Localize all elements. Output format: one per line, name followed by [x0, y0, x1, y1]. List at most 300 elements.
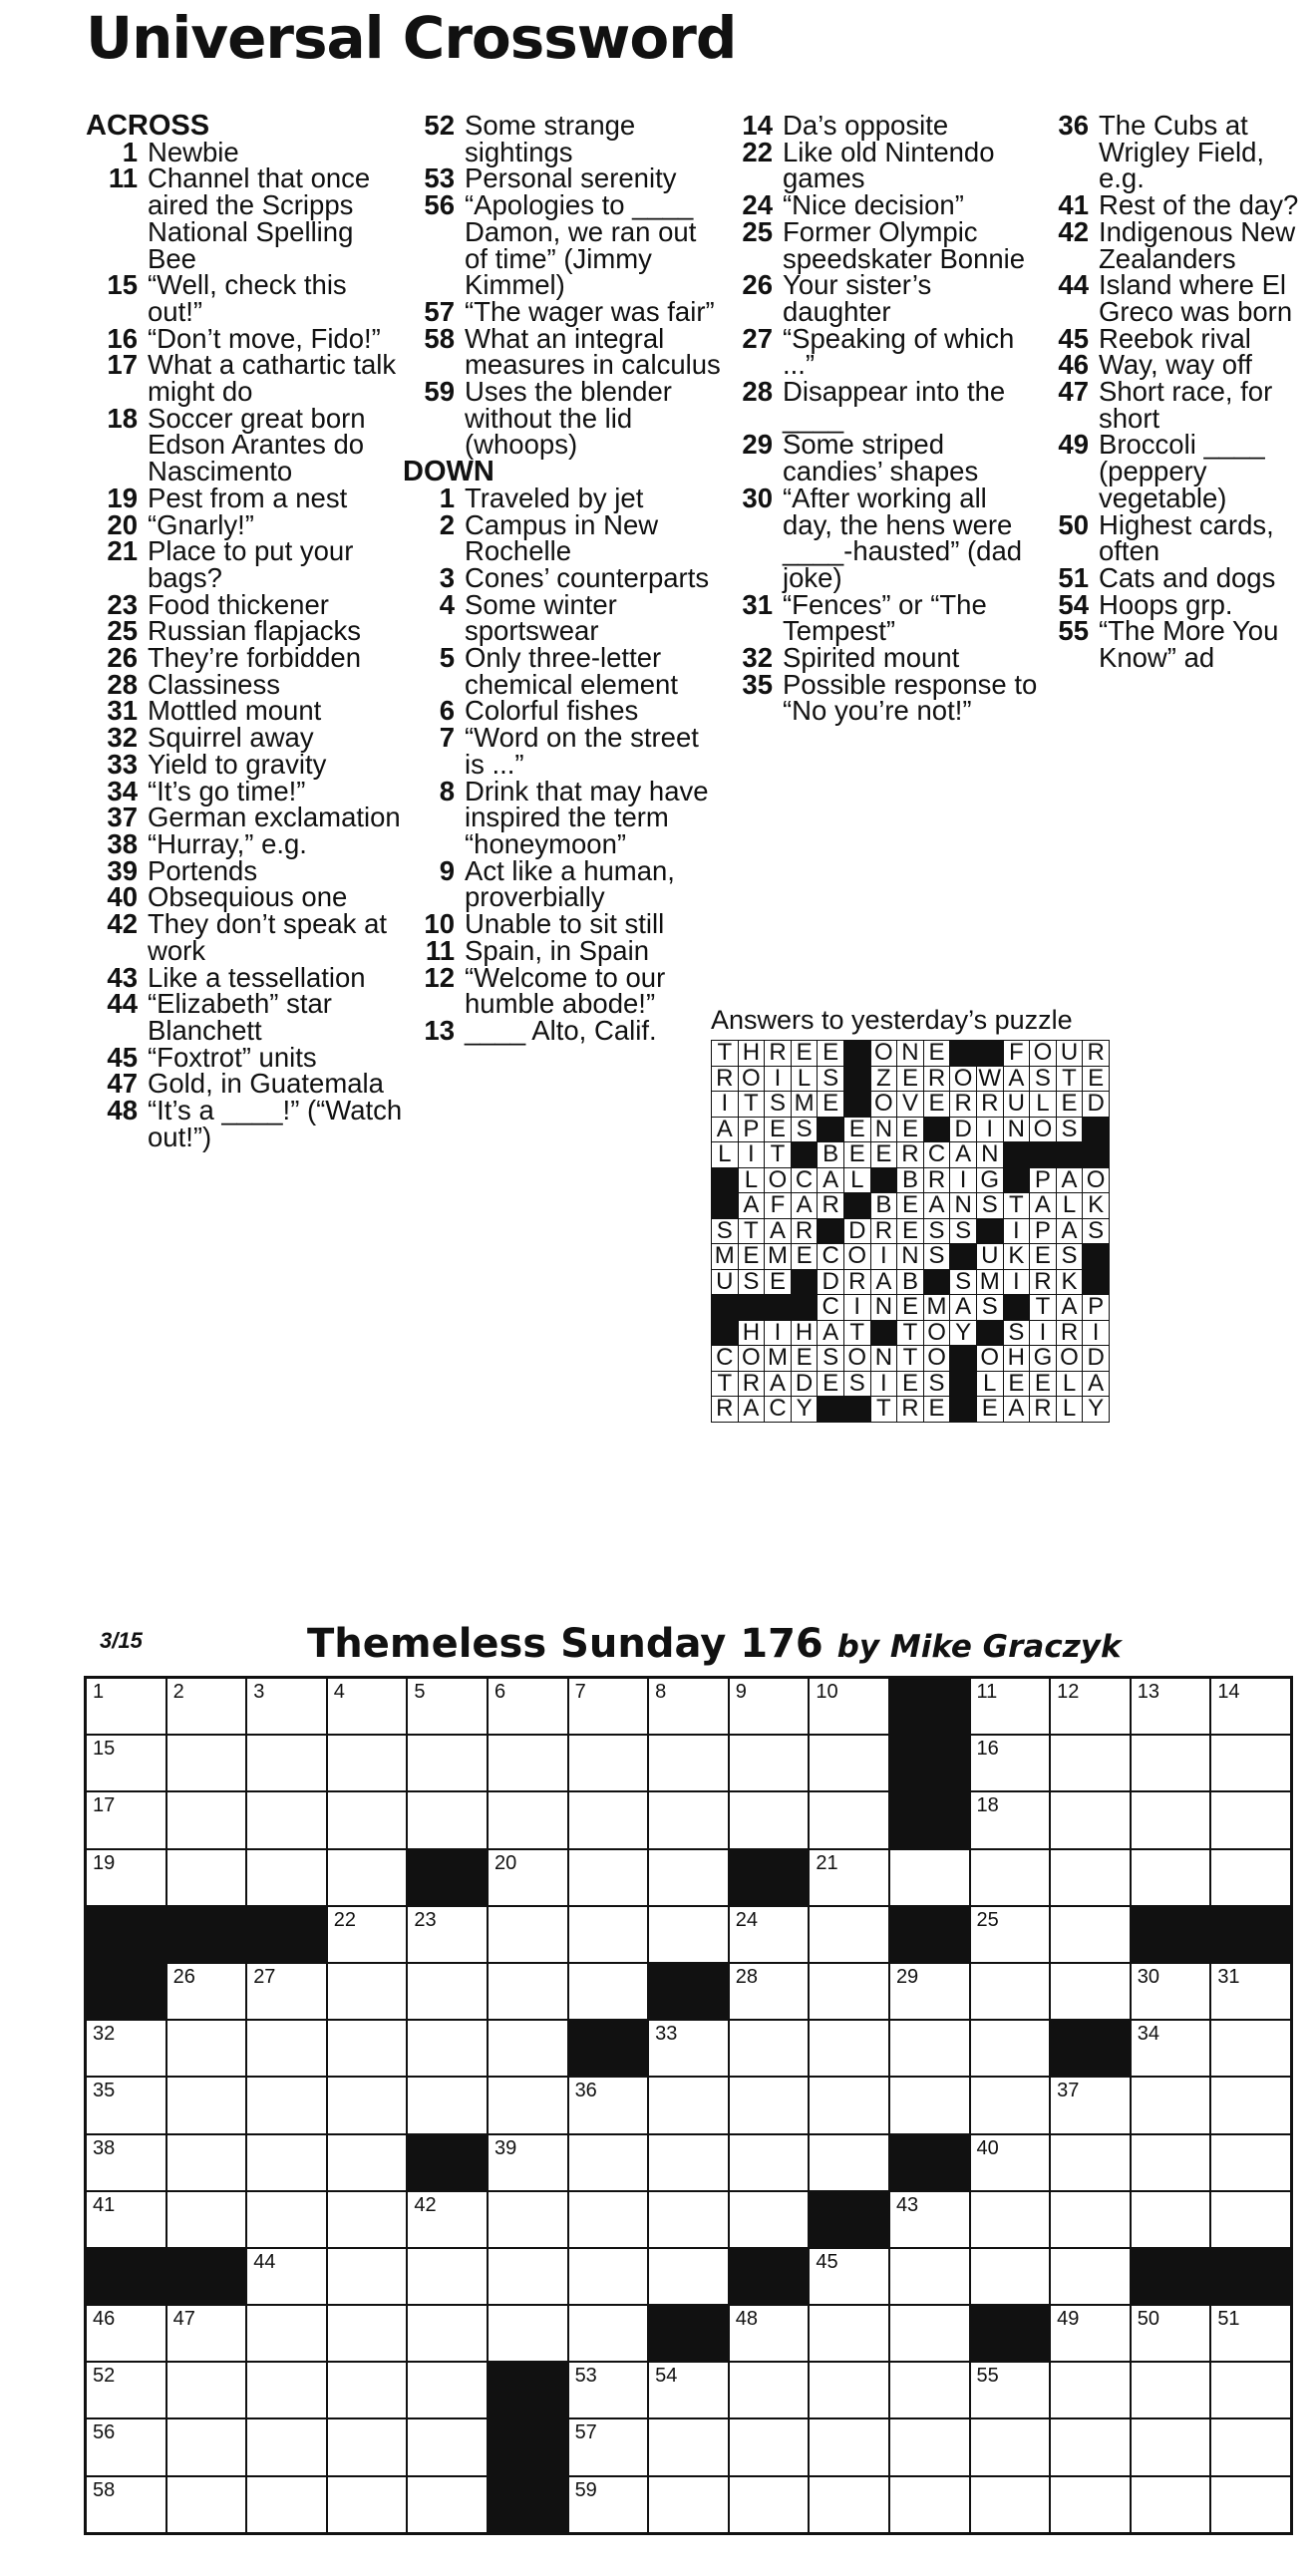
grid-cell[interactable] — [246, 2305, 327, 2362]
clue-item — [1037, 110, 1314, 194]
answer-cell: N — [1003, 1117, 1030, 1142]
clue-text: ____ Alto, Calif. — [465, 1014, 657, 1046]
grid-cell[interactable] — [970, 1735, 1051, 1791]
grid-cell[interactable] — [407, 2418, 488, 2475]
grid-cell[interactable] — [488, 2248, 568, 2305]
clue-number: 25 — [742, 215, 773, 247]
answer-cell: E — [765, 1269, 792, 1295]
grid-cell[interactable] — [1131, 2305, 1211, 2362]
answer-cell: T — [843, 1320, 870, 1346]
grid-cell[interactable] — [1210, 2020, 1291, 2077]
clue-text: Mottled mount — [148, 695, 322, 727]
answer-cell: R — [1083, 1041, 1110, 1067]
clue-item — [86, 668, 405, 700]
grid-cell[interactable] — [407, 2476, 488, 2534]
grid-cell[interactable] — [1131, 2077, 1211, 2133]
answer-cell: M — [765, 1346, 792, 1372]
answer-cell: S — [818, 1066, 844, 1092]
grid-cell[interactable] — [1050, 1735, 1131, 1791]
grid-cell[interactable] — [1210, 1791, 1291, 1848]
grid-cell[interactable] — [166, 2191, 247, 2248]
grid-cell[interactable] — [327, 1791, 408, 1848]
grid-cell[interactable] — [729, 1791, 810, 1848]
grid-cell[interactable] — [1131, 2418, 1211, 2475]
answer-cell: S — [950, 1218, 977, 1244]
answer-cell: A — [791, 1193, 818, 1219]
grid-cell[interactable] — [86, 2191, 166, 2248]
grid-cell[interactable] — [1131, 2362, 1211, 2418]
grid-cell[interactable] — [488, 2134, 568, 2191]
cell-number: 16 — [976, 1738, 999, 1761]
grid-cell[interactable] — [1050, 2362, 1131, 2418]
grid-cell[interactable] — [488, 2020, 568, 2077]
grid-cell[interactable] — [86, 2418, 166, 2475]
grid-cell[interactable] — [809, 2077, 889, 2133]
grid-cell[interactable] — [1210, 1735, 1291, 1791]
grid-cell[interactable] — [1131, 2476, 1211, 2534]
answer-cell: A — [738, 1193, 765, 1219]
cell-number: 24 — [735, 1908, 758, 1931]
answer-cell: T — [1030, 1295, 1057, 1321]
answer-cell: E — [765, 1117, 792, 1142]
grid-cell[interactable] — [246, 2020, 327, 2077]
clue-number: 16 — [107, 322, 138, 354]
grid-cell[interactable] — [648, 1906, 729, 1963]
grid-cell[interactable] — [246, 1678, 327, 1736]
grid-cell[interactable] — [166, 2077, 247, 2133]
answer-black-cell — [818, 1117, 844, 1142]
grid-cell[interactable] — [1050, 2418, 1131, 2475]
grid-cell[interactable] — [1050, 1791, 1131, 1848]
grid-cell[interactable] — [970, 2134, 1051, 2191]
grid-cell[interactable] — [809, 2476, 889, 2534]
grid-cell[interactable] — [889, 2476, 970, 2534]
answer-cell: E — [1030, 1371, 1057, 1397]
answer-black-cell — [1083, 1269, 1110, 1295]
grid-cell[interactable] — [568, 1963, 649, 2020]
clue-item — [86, 1041, 405, 1073]
answer-black-cell — [712, 1167, 739, 1193]
grid-cell[interactable] — [729, 2418, 810, 2475]
answer-cell: O — [843, 1244, 870, 1270]
clue-number: 7 — [439, 722, 455, 754]
grid-cell[interactable] — [407, 2248, 488, 2305]
grid-cell[interactable] — [327, 1678, 408, 1736]
answer-cell: A — [1030, 1193, 1057, 1219]
cell-number: 23 — [414, 1908, 437, 1931]
grid-cell[interactable] — [809, 1678, 889, 1736]
cell-number: 38 — [93, 2136, 116, 2159]
cell-number: 14 — [1217, 1681, 1240, 1703]
clue-item — [86, 1068, 405, 1100]
grid-cell[interactable] — [648, 1849, 729, 1906]
clue-text: Some striped candies’ shapes — [783, 429, 979, 487]
answer-cell: S — [738, 1269, 765, 1295]
grid-cell[interactable] — [86, 1678, 166, 1736]
grid-cell[interactable] — [568, 2077, 649, 2133]
answer-cell: F — [1003, 1041, 1030, 1067]
grid-cell[interactable] — [1050, 1906, 1131, 1963]
grid-cell[interactable] — [246, 2418, 327, 2475]
grid-cell[interactable] — [729, 2020, 810, 2077]
grid-cell[interactable] — [970, 2476, 1051, 2534]
grid-cell[interactable] — [166, 2305, 247, 2362]
grid-cell[interactable] — [86, 2476, 166, 2534]
grid-cell[interactable] — [246, 2362, 327, 2418]
grid-cell[interactable] — [407, 1906, 488, 1963]
grid-cell[interactable] — [327, 1735, 408, 1791]
grid-cell[interactable] — [327, 2362, 408, 2418]
grid-cell[interactable] — [568, 1735, 649, 1791]
grid-cell[interactable] — [488, 1735, 568, 1791]
grid-cell[interactable] — [86, 2020, 166, 2077]
grid-cell[interactable] — [166, 2020, 247, 2077]
grid-cell[interactable] — [568, 1791, 649, 1848]
grid-cell[interactable] — [407, 1791, 488, 1848]
grid-cell[interactable] — [86, 1735, 166, 1791]
grid-cell[interactable] — [246, 2248, 327, 2305]
grid-cell[interactable] — [809, 1963, 889, 2020]
grid-cell[interactable] — [488, 2191, 568, 2248]
grid-cell[interactable] — [970, 2418, 1051, 2475]
clue-text: Squirrel away — [148, 722, 314, 754]
grid-cell[interactable] — [407, 2191, 488, 2248]
grid-cell[interactable] — [1210, 2362, 1291, 2418]
grid-cell[interactable] — [648, 1791, 729, 1848]
clue-text: Uses the blender without the lid (whoops) — [465, 376, 672, 461]
answer-cell: O — [870, 1041, 897, 1067]
grid-cell[interactable] — [246, 1735, 327, 1791]
grid-cell[interactable] — [246, 2476, 327, 2534]
cell-number: 48 — [735, 2308, 758, 2331]
grid-cell[interactable] — [166, 1963, 247, 2020]
clue-number: 46 — [1058, 349, 1089, 381]
grid-cell[interactable] — [488, 2305, 568, 2362]
grid-cell[interactable] — [1210, 1849, 1291, 1906]
answer-cell: T — [897, 1320, 924, 1346]
grid-cell[interactable] — [648, 1735, 729, 1791]
grid-cell[interactable] — [1050, 2305, 1131, 2362]
grid-cell[interactable] — [246, 2134, 327, 2191]
answer-black-cell — [791, 1295, 818, 1321]
grid-cell[interactable] — [166, 1678, 247, 1736]
clue-text: Broccoli ____ (peppery vegetable) — [1099, 429, 1265, 513]
grid-cell[interactable] — [327, 2134, 408, 2191]
clue-item — [86, 615, 405, 647]
grid-cell[interactable] — [1210, 2476, 1291, 2534]
grid-cell[interactable] — [407, 2077, 488, 2133]
grid-cell[interactable] — [86, 1849, 166, 1906]
grid-cell[interactable] — [166, 2418, 247, 2475]
grid-cell[interactable] — [1210, 2077, 1291, 2133]
answer-cell: A — [818, 1320, 844, 1346]
grid-cell[interactable] — [166, 1791, 247, 1848]
grid-cell[interactable] — [407, 1735, 488, 1791]
grid-cell[interactable] — [809, 2305, 889, 2362]
grid-cell[interactable] — [889, 2418, 970, 2475]
answer-cell: R — [818, 1193, 844, 1219]
grid-cell[interactable] — [1131, 1735, 1211, 1791]
clue-item — [1037, 508, 1314, 567]
grid-cell[interactable] — [729, 1906, 810, 1963]
grid-cell[interactable] — [970, 1791, 1051, 1848]
grid-cell[interactable] — [1050, 1963, 1131, 2020]
grid-cell[interactable] — [488, 1791, 568, 1848]
grid-cell[interactable] — [166, 2134, 247, 2191]
grid-cell[interactable] — [648, 2020, 729, 2077]
grid-cell[interactable] — [166, 1849, 247, 1906]
grid-cell[interactable] — [327, 2476, 408, 2534]
cell-number: 28 — [735, 1965, 758, 1988]
answer-black-cell — [950, 1041, 977, 1067]
grid-cell[interactable] — [86, 2305, 166, 2362]
grid-cell[interactable] — [1050, 2134, 1131, 2191]
grid-cell[interactable] — [889, 2362, 970, 2418]
grid-cell[interactable] — [568, 2362, 649, 2418]
grid-cell[interactable] — [970, 1906, 1051, 1963]
grid-cell[interactable] — [568, 2191, 649, 2248]
grid-cell[interactable] — [327, 1963, 408, 2020]
grid-cell[interactable] — [568, 2476, 649, 2534]
clue-text: Former Olympic speedskater Bonnie — [783, 215, 1026, 274]
grid-cell[interactable] — [970, 2077, 1051, 2133]
grid-cell[interactable] — [568, 2134, 649, 2191]
grid-cell[interactable] — [809, 2134, 889, 2191]
answer-cell: E — [843, 1117, 870, 1142]
grid-cell[interactable] — [809, 1791, 889, 1848]
grid-cell[interactable] — [568, 2248, 649, 2305]
clue-number: 26 — [107, 642, 138, 674]
grid-cell[interactable] — [407, 2020, 488, 2077]
answer-cell: L — [976, 1371, 1003, 1397]
grid-cell[interactable] — [568, 1678, 649, 1736]
answer-cell: L — [843, 1167, 870, 1193]
grid-cell[interactable] — [568, 1906, 649, 1963]
answer-cell: P — [1030, 1167, 1057, 1193]
grid-cell[interactable] — [970, 2191, 1051, 2248]
grid-cell[interactable] — [407, 2362, 488, 2418]
grid-cell[interactable] — [1210, 2191, 1291, 2248]
grid-cell[interactable] — [889, 2248, 970, 2305]
grid-cell[interactable] — [648, 2362, 729, 2418]
answer-cell: R — [950, 1092, 977, 1118]
grid-cell[interactable] — [327, 2305, 408, 2362]
grid-cell[interactable] — [1050, 2476, 1131, 2534]
grid-cell[interactable] — [648, 2077, 729, 2133]
clue-number: 36 — [1058, 110, 1089, 141]
clue-number: 42 — [107, 908, 138, 940]
grid-black-square — [1210, 2248, 1291, 2305]
grid-cell[interactable] — [809, 1906, 889, 1963]
grid-cell[interactable] — [970, 2248, 1051, 2305]
grid-cell[interactable] — [809, 2362, 889, 2418]
cell-number: 41 — [93, 2193, 116, 2216]
grid-cell[interactable] — [86, 1791, 166, 1848]
clue-item — [1037, 189, 1314, 221]
grid-cell[interactable] — [729, 1963, 810, 2020]
clue-item — [1037, 561, 1314, 593]
answer-cell: I — [843, 1295, 870, 1321]
grid-cell[interactable] — [889, 2077, 970, 2133]
answer-cell: N — [870, 1295, 897, 1321]
answer-cell: E — [818, 1371, 844, 1397]
clue-text: Classiness — [148, 668, 280, 700]
answer-cell: L — [791, 1066, 818, 1092]
grid-cell[interactable] — [1131, 1963, 1211, 2020]
grid-cell[interactable] — [889, 2305, 970, 2362]
clue-number: 15 — [107, 269, 138, 301]
grid-cell[interactable] — [246, 1849, 327, 1906]
grid-cell[interactable] — [648, 2248, 729, 2305]
grid-cell[interactable] — [1131, 2020, 1211, 2077]
grid-cell[interactable] — [970, 1849, 1051, 1906]
grid-cell[interactable] — [488, 1906, 568, 1963]
answer-black-cell — [976, 1041, 1003, 1067]
clue-number: 30 — [742, 482, 773, 513]
clue-number: 8 — [439, 775, 455, 806]
clue-number: 47 — [107, 1068, 138, 1100]
grid-cell[interactable] — [970, 1963, 1051, 2020]
grid-cell[interactable] — [889, 1963, 970, 2020]
grid-cell[interactable] — [246, 1791, 327, 1848]
grid-cell[interactable] — [648, 2476, 729, 2534]
clue-item — [86, 508, 405, 540]
grid-cell[interactable] — [729, 1735, 810, 1791]
grid-cell[interactable] — [568, 2305, 649, 2362]
grid-cell[interactable] — [1131, 2134, 1211, 2191]
grid-cell[interactable] — [729, 1678, 810, 1736]
grid-cell[interactable] — [809, 2418, 889, 2475]
clue-number: 45 — [107, 1041, 138, 1073]
grid-cell[interactable] — [729, 2077, 810, 2133]
answer-cell: N — [870, 1117, 897, 1142]
grid-cell[interactable] — [1050, 2248, 1131, 2305]
grid-cell[interactable] — [1050, 2077, 1131, 2133]
grid-cell[interactable] — [1050, 2191, 1131, 2248]
grid-cell[interactable] — [729, 2191, 810, 2248]
answer-cell: R — [791, 1218, 818, 1244]
grid-cell[interactable] — [166, 2476, 247, 2534]
grid-cell[interactable] — [488, 1849, 568, 1906]
grid-cell[interactable] — [1131, 1791, 1211, 1848]
grid-cell[interactable] — [86, 2077, 166, 2133]
grid-cell[interactable] — [166, 2362, 247, 2418]
clue-item — [403, 588, 722, 647]
answer-black-cell — [950, 1346, 977, 1372]
grid-cell[interactable] — [1050, 1678, 1131, 1736]
grid-cell[interactable] — [246, 1963, 327, 2020]
grid-cell[interactable] — [327, 1906, 408, 1963]
grid-cell[interactable] — [729, 2362, 810, 2418]
grid-cell[interactable] — [327, 2020, 408, 2077]
clue-column-4 — [1037, 110, 1314, 674]
grid-cell[interactable] — [729, 2305, 810, 2362]
grid-cell[interactable] — [809, 2248, 889, 2305]
answer-cell: S — [712, 1218, 739, 1244]
grid-cell[interactable] — [1050, 1849, 1131, 1906]
clue-number: 55 — [1058, 615, 1089, 647]
grid-cell[interactable] — [327, 2418, 408, 2475]
clue-item — [403, 908, 722, 940]
grid-cell[interactable] — [327, 2248, 408, 2305]
clue-text: Yield to gravity — [148, 748, 327, 780]
grid-cell[interactable] — [970, 2362, 1051, 2418]
grid-cell[interactable] — [86, 2134, 166, 2191]
cell-number: 8 — [655, 1681, 667, 1703]
grid-cell[interactable] — [729, 2134, 810, 2191]
grid-cell[interactable] — [889, 2020, 970, 2077]
grid-cell[interactable] — [1210, 2134, 1291, 2191]
grid-cell[interactable] — [488, 2077, 568, 2133]
clue-number: 12 — [424, 961, 455, 993]
grid-cell[interactable] — [327, 2191, 408, 2248]
clue-text: “Gnarly!” — [148, 508, 254, 540]
grid-cell[interactable] — [166, 1735, 247, 1791]
grid-cell[interactable] — [809, 2020, 889, 2077]
grid-cell[interactable] — [809, 1735, 889, 1791]
grid-cell[interactable] — [889, 1849, 970, 1906]
grid-cell[interactable] — [568, 1849, 649, 1906]
answer-cell: E — [897, 1295, 924, 1321]
grid-cell[interactable] — [1210, 1963, 1291, 2020]
grid-cell[interactable] — [407, 1678, 488, 1736]
answer-cell: I — [870, 1371, 897, 1397]
clue-item — [403, 561, 722, 593]
grid-cell[interactable] — [86, 2362, 166, 2418]
cell-number: 21 — [816, 1851, 838, 1874]
grid-black-square — [568, 2020, 649, 2077]
grid-cell[interactable] — [407, 1963, 488, 2020]
grid-cell[interactable] — [246, 2191, 327, 2248]
grid-cell[interactable] — [648, 2134, 729, 2191]
clue-text: “Well, check this out!” — [148, 269, 347, 327]
grid-cell[interactable] — [648, 2191, 729, 2248]
grid-cell[interactable] — [488, 1678, 568, 1736]
grid-cell[interactable] — [809, 1849, 889, 1906]
answer-cell: H — [738, 1041, 765, 1067]
grid-cell[interactable] — [246, 2077, 327, 2133]
clue-item — [86, 162, 405, 274]
grid-cell[interactable] — [1210, 2418, 1291, 2475]
grid-cell[interactable] — [568, 2418, 649, 2475]
grid-cell[interactable] — [648, 1678, 729, 1736]
answer-cell: C — [791, 1167, 818, 1193]
grid-cell[interactable] — [1210, 1678, 1291, 1736]
grid-cell[interactable] — [1131, 1849, 1211, 1906]
cell-number: 47 — [172, 2308, 195, 2331]
grid-cell[interactable] — [970, 2020, 1051, 2077]
grid-cell[interactable] — [327, 1849, 408, 1906]
answer-cell: R — [976, 1092, 1003, 1118]
grid-cell[interactable] — [488, 1963, 568, 2020]
grid-cell[interactable] — [889, 2191, 970, 2248]
answer-cell: S — [791, 1117, 818, 1142]
grid-cell[interactable] — [327, 2077, 408, 2133]
cell-number: 42 — [414, 2193, 437, 2216]
cell-number: 26 — [172, 1965, 195, 1988]
grid-cell[interactable] — [407, 2305, 488, 2362]
answer-cell: R — [1030, 1269, 1057, 1295]
grid-cell[interactable] — [1131, 2191, 1211, 2248]
grid-cell[interactable] — [1131, 1678, 1211, 1736]
grid-cell[interactable] — [648, 2418, 729, 2475]
grid-cell[interactable] — [970, 1678, 1051, 1736]
clue-item — [86, 802, 405, 833]
cell-number: 39 — [494, 2136, 517, 2159]
grid-cell[interactable] — [1210, 2305, 1291, 2362]
grid-cell[interactable] — [729, 2476, 810, 2534]
answer-cell: S — [923, 1371, 950, 1397]
